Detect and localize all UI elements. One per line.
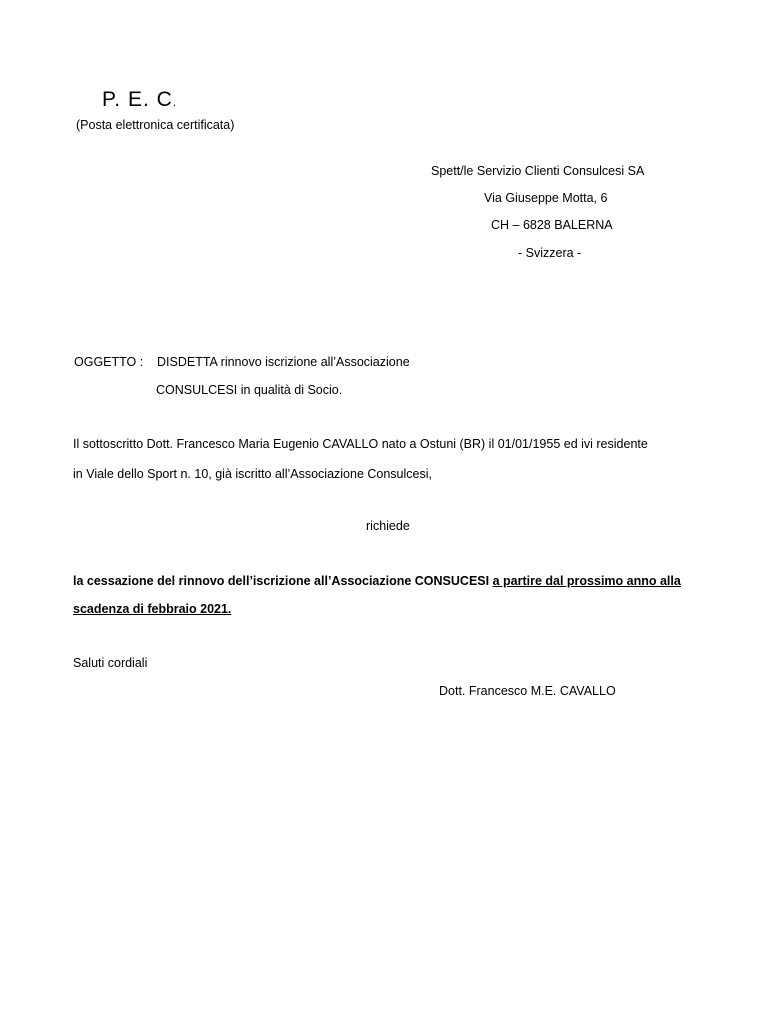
subject-line-1: DISDETTA rinnovo iscrizione all’Associazione bbox=[157, 355, 410, 369]
request-line-1-plain: la cessazione del rinnovo dell’iscrizione all’Associazione CONSUCESI bbox=[73, 574, 493, 588]
pec-title-dot: . bbox=[172, 95, 178, 109]
pec-title bbox=[102, 88, 177, 112]
request-line-1 bbox=[73, 574, 681, 588]
recipient-line-3: CH – 6828 BALERNA bbox=[491, 218, 613, 232]
signature: Dott. Francesco M.E. CAVALLO bbox=[439, 684, 616, 698]
request-line-2 bbox=[73, 602, 231, 616]
body-line-2: in Viale dello Sport n. 10, già iscritto all’Associazione Consulcesi, bbox=[73, 467, 432, 481]
request-line-2-underlined: scadenza di febbraio 2021. bbox=[73, 602, 232, 616]
request-line-1-underlined: a partire dal prossimo anno alla bbox=[492, 574, 681, 588]
subject-line-2: CONSULCESI in qualità di Socio. bbox=[156, 383, 343, 397]
subject-label: OGGETTO : bbox=[74, 355, 144, 369]
pec-subtitle: (Posta elettronica certificata) bbox=[76, 118, 235, 132]
request-verb: richiede bbox=[366, 519, 410, 533]
recipient-line-2: Via Giuseppe Motta, 6 bbox=[484, 191, 608, 205]
pec-title-text: P. E. C bbox=[102, 88, 173, 111]
closing-greeting: Saluti cordiali bbox=[73, 656, 148, 670]
recipient-line-1: Spett/le Servizio Clienti Consulcesi SA bbox=[431, 164, 645, 178]
recipient-line-4: - Svizzera - bbox=[518, 246, 582, 260]
body-line-1: Il sottoscritto Dott. Francesco Maria Eugenio CAVALLO nato a Ostuni (BR) il 01/01/1955 ed ivi residente bbox=[73, 437, 648, 451]
